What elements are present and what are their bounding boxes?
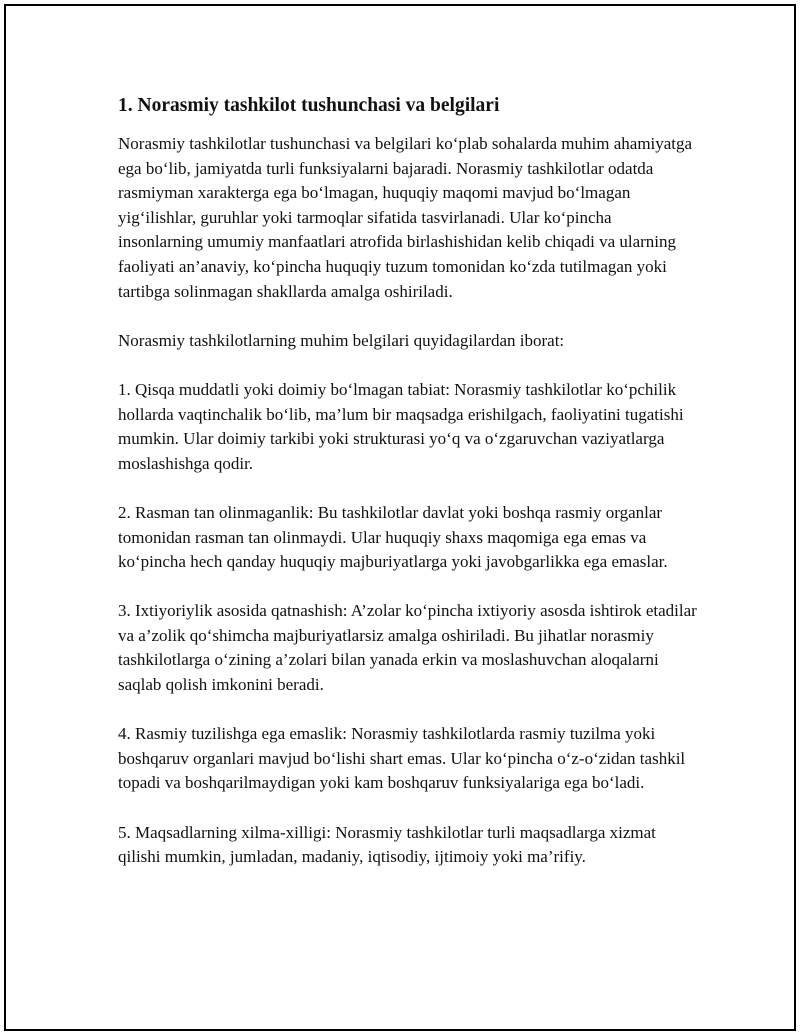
paragraph-item-1: 1. Qisqa muddatli yoki doimiy bo‘lmagan tabiat: Norasmiy tashkilotlar ko‘pchilik hollarda vaqtinchalik bo‘lib, ma’lum bir maqsadga erishilgach, faoliyatini tugatishi mumkin. Ular doimiy tarkibi yoki strukturasi yo‘q va o‘zgaruvchan vaziyatlarga moslashishga qodir. bbox=[118, 379, 684, 473]
document-body bbox=[118, 93, 698, 894]
paragraph-item-3: 3. Ixtiyoriylik asosida qatnashish: A’zolar ko‘pincha ixtiyoriy asosda ishtirok etadilar va a’zolik qo‘shimcha majburiyatlarsiz amalga oshiriladi. Bu jihatlar norasmiy tashkilotlarga o‘zining a’zolari bilan yanada erkin va moslashuvchan aloqalarni saqlab qolish imkonini beradi. bbox=[118, 601, 697, 695]
paragraph-item-4: 4. Rasmiy tuzilishga ega emaslik: Norasmiy tashkilotlarda rasmiy tuzilma yoki boshqaruv organlari mavjud bo‘lishi shart emas. Ular ko‘pincha o‘z-o‘zidan tashkil topadi va boshqarilmaydigan yoki kam boshqaruv funksiyalariga ega bo‘ladi. bbox=[118, 724, 686, 793]
paragraph-list-lead: Norasmiy tashkilotlarning muhim belgilari quyidagilardan iborat: bbox=[118, 330, 565, 350]
section-heading: 1. Norasmiy tashkilot tushunchasi va belgilari bbox=[118, 95, 500, 116]
paragraph-item-5: 5. Maqsadlarning xilma-xilligi: Norasmiy tashkilotlar turli maqsadlarga xizmat qilishi mumkin, jumladan, madaniy, iqtisodiy, ijtimoiy yoki ma’rifiy. bbox=[118, 822, 656, 867]
paragraph-item-2: 2. Rasman tan olinmaganlik: Bu tashkilotlar davlat yoki boshqa rasmiy organlar tomonidan rasman tan olinmaydi. Ular huquqiy shaxs maqomiga ega emas va ko‘pincha hech qanday huquqiy majburiyatlarga yoki javobgarlikka ega emaslar. bbox=[118, 502, 668, 572]
paragraph-intro: Norasmiy tashkilotlar tushunchasi va belgilari ko‘plab sohalarda muhim ahamiyatga ega bo‘lib, jamiyatda turli funksiyalarni bajaradi. Norasmiy tashkilotlar odatda rasmiyman xarakterga ega bo‘lmagan, huquqiy maqomi mavjud bo‘lmagan yig‘ilishlar, guruhlar yoki tarmoqlar sifatida tasvirlanadi. Ular ko‘pincha insonlarning umumiy manfaatlari atrofida birlashishidan kelib chiqadi va ularning faoliyati an’anaviy, ko‘pincha huquqiy tuzum tomonidan ko‘zda tutilmagan yoki tartibga solinmagan shakllarda amalga oshiriladi. bbox=[118, 134, 693, 301]
